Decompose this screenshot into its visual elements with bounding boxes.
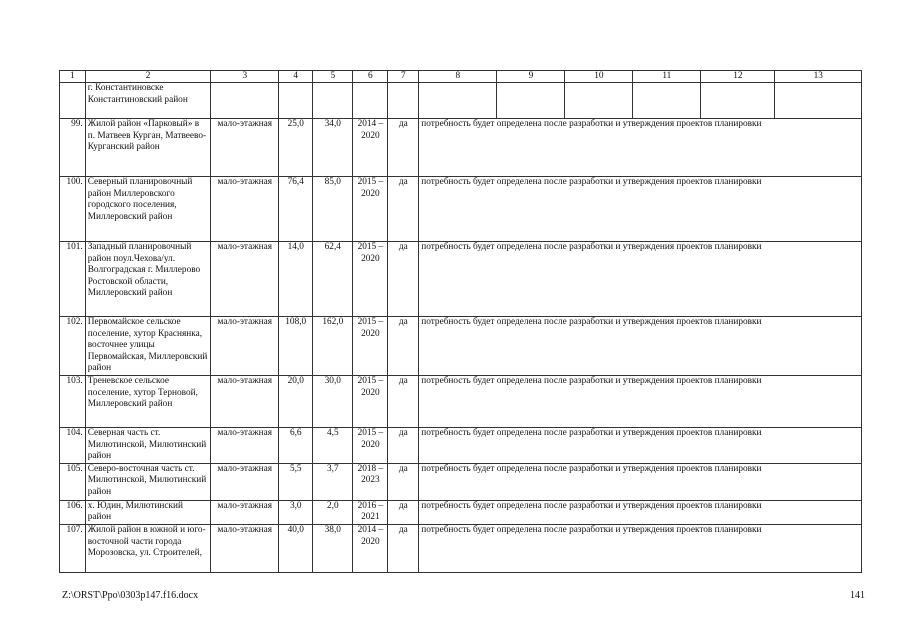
row-number: 105. [60,463,86,500]
building-type: мало-этажная [211,177,279,242]
row-number: 107. [60,524,86,572]
flag: да [388,242,419,317]
page-number: 141 [850,590,865,601]
cell-empty [211,83,279,119]
flag: да [388,428,419,464]
object-name: Северный планировочный район Миллеровского городского поселения, Миллеровский район [85,177,211,242]
building-type: мало-этажная [211,428,279,464]
cell-empty [279,83,313,119]
cell-empty [419,83,497,119]
row-number: 102. [60,317,86,376]
object-name: Жилой район в южной и юго-восточной части города Морозовска, ул. Строителей, [85,524,211,572]
requirement-note: потребность будет определена после разработки и утверждения проектов планировки [419,119,862,177]
flag: да [388,317,419,376]
col-num-13: 13 [775,71,862,83]
cell-empty [388,83,419,119]
flag: да [388,524,419,572]
value-col-5: 85,0 [313,177,353,242]
object-name: Треневское сельское поселение, хутор Терновой, Миллеровский район [85,376,211,428]
table-row [60,177,862,242]
years: 2016 – 2021 [353,500,388,524]
table-row [60,119,862,177]
value-col-4: 3,0 [279,500,313,524]
value-col-4: 20,0 [279,376,313,428]
flag: да [388,376,419,428]
years: 2018 – 2023 [353,463,388,500]
value-col-4: 6,6 [279,428,313,464]
building-type: мало-этажная [211,376,279,428]
flag: да [388,463,419,500]
value-col-4: 108,0 [279,317,313,376]
row-number: 99. [60,119,86,177]
col-num-3: 3 [211,71,279,83]
object-name: х. Юдин, Милютинский район [85,500,211,524]
value-col-4: 76,4 [279,177,313,242]
building-type: мало-этажная [211,524,279,572]
requirement-note: потребность будет определена после разработки и утверждения проектов планировки [419,376,862,428]
row-number: 101. [60,242,86,317]
document-table [59,70,862,573]
building-type: мало-этажная [211,463,279,500]
value-col-4: 5,5 [279,463,313,500]
col-num-12: 12 [701,71,775,83]
value-col-5: 162,0 [313,317,353,376]
footer-file-path: Z:\ORST\Ppo\0303p147.f16.docx [62,590,199,601]
col-num-10: 10 [565,71,633,83]
value-col-5: 2,0 [313,500,353,524]
table-row [60,376,862,428]
building-type: мало-этажная [211,119,279,177]
years: 2015 – 2020 [353,317,388,376]
requirement-note: потребность будет определена после разработки и утверждения проектов планировки [419,463,862,500]
value-col-4: 25,0 [279,119,313,177]
cell-empty [633,83,701,119]
value-col-5: 30,0 [313,376,353,428]
years: 2014 – 2020 [353,524,388,572]
flag: да [388,500,419,524]
cell-empty [565,83,633,119]
row-number: 106. [60,500,86,524]
table-row [60,428,862,464]
cell-empty [497,83,565,119]
requirement-note: потребность будет определена после разработки и утверждения проектов планировки [419,242,862,317]
requirement-note: потребность будет определена после разработки и утверждения проектов планировки [419,177,862,242]
building-type: мало-этажная [211,317,279,376]
col-num-5: 5 [313,71,353,83]
cell-empty [701,83,775,119]
years: 2015 – 2020 [353,177,388,242]
requirement-note: потребность будет определена после разработки и утверждения проектов планировки [419,317,862,376]
col-num-11: 11 [633,71,701,83]
table-row [60,317,862,376]
object-name: Западный планировочный район поул.Чехова/ул. Волгоградская г. Миллерово Ростовской области, Миллеровский район [85,242,211,317]
column-number-row [60,71,862,83]
col-num-8: 8 [419,71,497,83]
cell-empty [353,83,388,119]
value-col-5: 3,7 [313,463,353,500]
object-name: Первомайское сельское поселение, хутор Краснянка, восточнее улицы Первомайская, Миллеровский район [85,317,211,376]
col-num-6: 6 [353,71,388,83]
building-type: мало-этажная [211,242,279,317]
years: 2014 – 2020 [353,119,388,177]
value-col-5: 34,0 [313,119,353,177]
value-col-5: 62,4 [313,242,353,317]
col-num-9: 9 [497,71,565,83]
object-name: Жилой район «Парковый» в п. Матвеев Курган, Матвеево-Курганский район [85,119,211,177]
value-col-4: 14,0 [279,242,313,317]
row-number: 103. [60,376,86,428]
years: 2015 – 2020 [353,242,388,317]
cell-empty [775,83,862,119]
table-row [60,500,862,524]
continuation-text: г. Константиновске Константиновский район [85,83,211,119]
col-num-1: 1 [60,71,86,83]
value-col-5: 38,0 [313,524,353,572]
table-row [60,463,862,500]
object-name: Северная часть ст. Милютинской, Милютинский район [85,428,211,464]
years: 2015 – 2020 [353,428,388,464]
requirement-note: потребность будет определена после разработки и утверждения проектов планировки [419,500,862,524]
col-num-2: 2 [85,71,211,83]
cell-empty [60,83,86,119]
requirement-note: потребность будет определена после разработки и утверждения проектов планировки [419,524,862,572]
flag: да [388,177,419,242]
object-name: Северо-восточная часть ст. Милютинской, Милютинский район [85,463,211,500]
requirement-note: потребность будет определена после разработки и утверждения проектов планировки [419,428,862,464]
value-col-4: 40,0 [279,524,313,572]
row-number: 104. [60,428,86,464]
row-number: 100. [60,177,86,242]
table-row [60,242,862,317]
value-col-5: 4,5 [313,428,353,464]
flag: да [388,119,419,177]
col-num-7: 7 [388,71,419,83]
table-row [60,524,862,572]
continuation-row [60,83,862,119]
col-num-4: 4 [279,71,313,83]
cell-empty [313,83,353,119]
building-type: мало-этажная [211,500,279,524]
years: 2015 – 2020 [353,376,388,428]
